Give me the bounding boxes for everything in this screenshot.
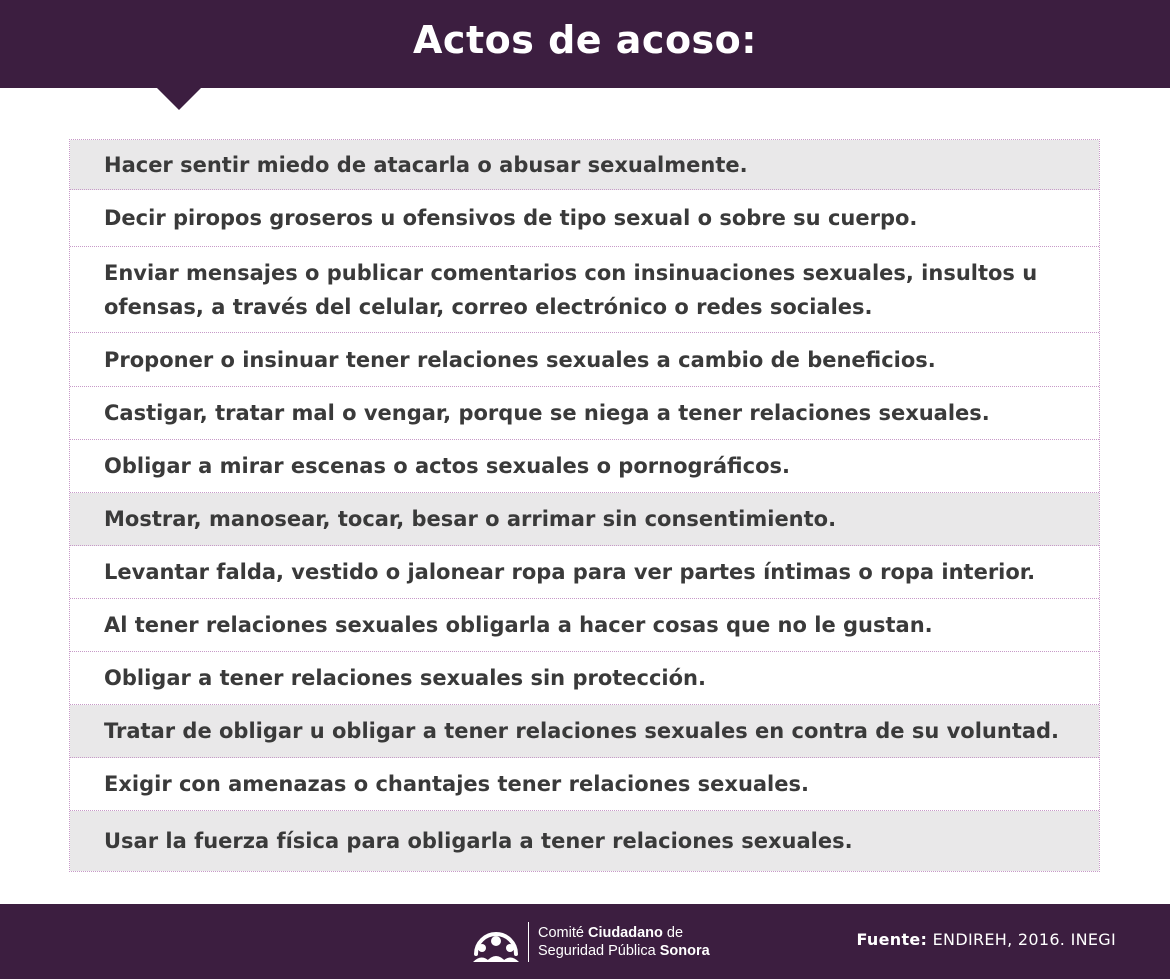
list-item: [70, 599, 1099, 652]
list-item: [70, 758, 1099, 811]
list-item: [70, 652, 1099, 705]
logo-line-2: Seguridad Pública Sonora: [538, 943, 710, 959]
list-item-text: Mostrar, manosear, tocar, besar o arrimar sin consentimiento.: [104, 507, 837, 531]
page-title: Actos de acoso:: [413, 18, 757, 62]
list-item-text: Tratar de obligar u obligar a tener relaciones sexuales en contra de su voluntad.: [104, 719, 1060, 743]
list-item: [70, 705, 1099, 758]
list-item: [70, 811, 1099, 871]
list-item: [70, 333, 1099, 387]
source-value: ENDIREH, 2016. INEGI: [932, 930, 1116, 949]
list-item-text: Al tener relaciones sexuales obligarla a hacer cosas que no le gustan.: [104, 613, 933, 637]
source-citation: [856, 930, 1116, 949]
list-item-text: Proponer o insinuar tener relaciones sexuales a cambio de beneficios.: [104, 347, 936, 372]
list-item-text: Castigar, tratar mal o vengar, porque se niega a tener relaciones sexuales.: [104, 401, 990, 425]
list-item: [70, 546, 1099, 599]
list-item: [70, 493, 1099, 546]
list-item-text: Obligar a tener relaciones sexuales sin protección.: [104, 666, 706, 690]
list-item-text: Usar la fuerza física para obligarla a tener relaciones sexuales.: [104, 829, 853, 853]
header-banner: [0, 0, 1170, 88]
logo-divider: [528, 922, 529, 962]
acts-list: [69, 139, 1100, 872]
list-item-text: Obligar a mirar escenas o actos sexuales o pornográficos.: [104, 454, 790, 478]
list-item-text: Decir piropos groseros u ofensivos de tipo sexual o sobre su cuerpo.: [104, 206, 918, 230]
logo-text: [538, 924, 710, 960]
list-item: [70, 140, 1099, 190]
list-item-text: Levantar falda, vestido o jalonear ropa para ver partes íntimas o ropa interior.: [104, 560, 1036, 584]
people-arc-logo-icon: [470, 920, 522, 964]
header-pointer: [157, 88, 201, 110]
logo-line-1: Comité Ciudadano de: [538, 925, 684, 941]
list-item: [70, 190, 1099, 247]
list-item: [70, 387, 1099, 440]
list-item-text: Exigir con amenazas o chantajes tener relaciones sexuales.: [104, 772, 809, 796]
list-item-text: Hacer sentir miedo de atacarla o abusar sexualmente.: [104, 152, 748, 177]
list-item: [70, 247, 1099, 333]
source-label: Fuente:: [856, 930, 928, 949]
list-item-text: Enviar mensajes o publicar comentarios con insinuaciones sexuales, insultos u ofensas, a través del celular, correo electrónico o redes sociales.: [104, 260, 1038, 319]
footer-bar: [0, 904, 1170, 979]
committee-logo: [470, 920, 710, 964]
list-item: [70, 440, 1099, 493]
